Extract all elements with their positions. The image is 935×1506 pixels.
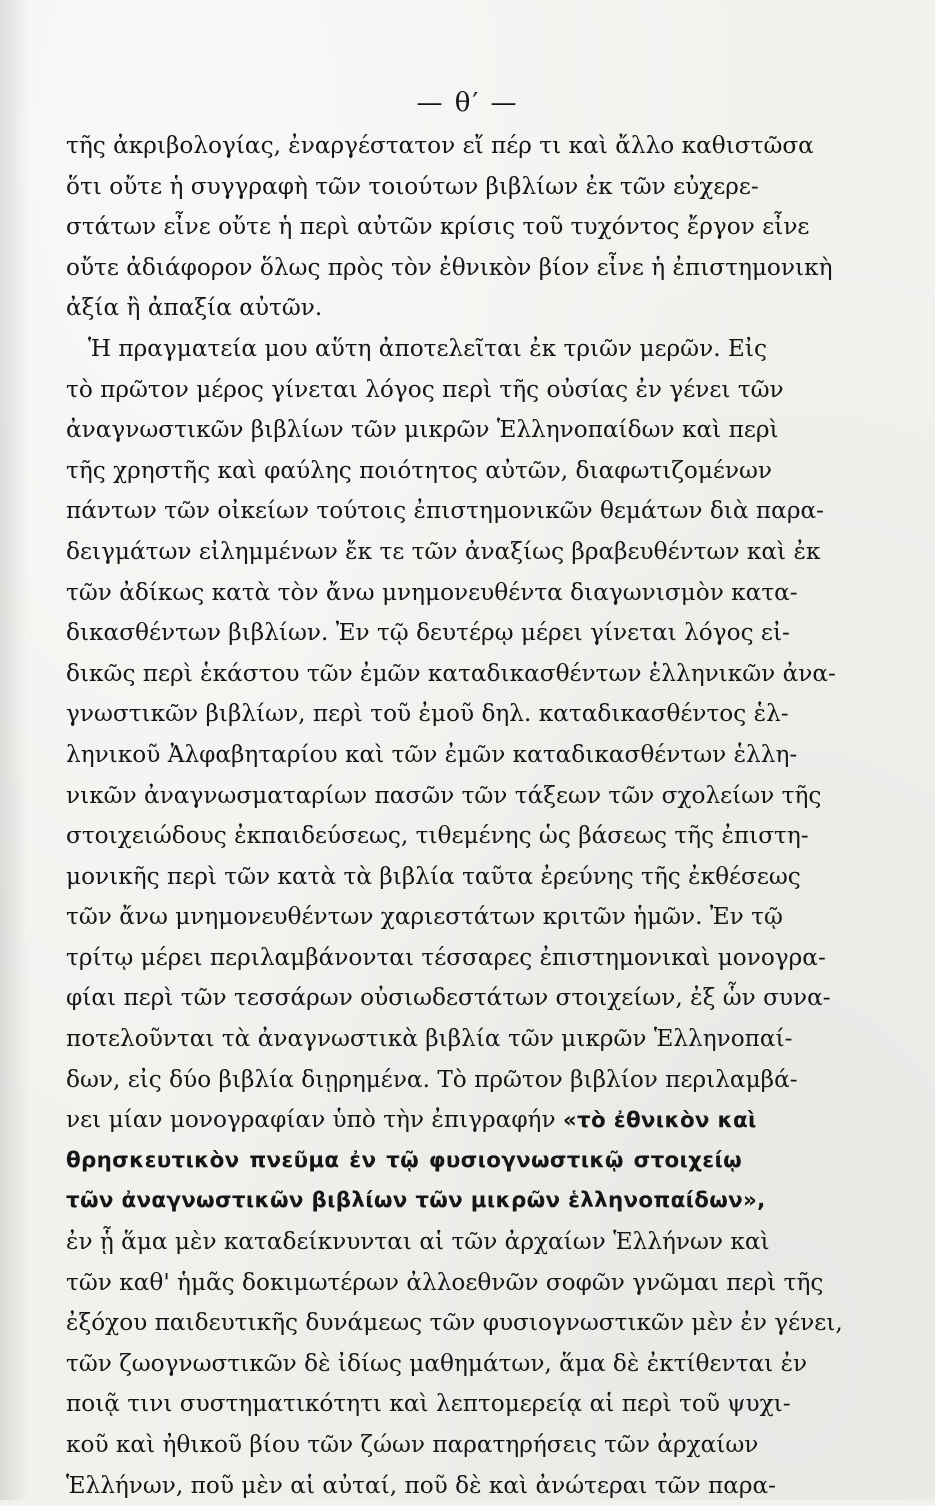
page-edge-shadow <box>0 0 28 1500</box>
page-number: — θ′ — <box>416 88 519 118</box>
text-line: Ἑλλήνων, ποῦ μὲν αἱ αὐταί, ποῦ δὲ καὶ ἀνώτεραι τῶν παρα- <box>66 1471 777 1499</box>
text-line: μονικῆς περὶ τῶν κατὰ τὰ βιβλία ταῦτα ἐρεύνης τῆς ἐκθέσεως <box>66 862 801 890</box>
text-line: πάντων τῶν οἰκείων τούτοις ἐπιστημονικῶν θεμάτων διὰ παρα- <box>66 497 824 525</box>
text-line: τῶν ζωογνωστικῶν δὲ ἰδίως μαθημάτων, ἅμα δὲ ἐκτίθενται ἐν <box>66 1349 808 1377</box>
text-line: δικασθέντων βιβλίων. Ἐν τῷ δευτέρῳ μέρει γίνεται λόγος εἰ- <box>66 619 790 647</box>
text-body <box>66 126 843 1506</box>
text-line: δικῶς περὶ ἑκάστου τῶν ἐμῶν καταδικασθέντων ἑλληνικῶν ἀνα- <box>66 659 836 687</box>
text-line: δων, εἰς δύο βιβλία διῃρημένα. Τὸ πρῶτον βιβλίον περιλαμβά- <box>66 1065 798 1093</box>
text-line: ληνικοῦ Ἀλφαβηταρίου καὶ τῶν ἐμῶν καταδικασθέντων ἑλλη- <box>66 740 798 768</box>
text-line: ἀξία ἢ ἀπαξία αὐτῶν. <box>66 294 323 322</box>
mixed-text-line <box>66 1100 757 1141</box>
text-line: ἐξόχου παιδευτικῆς δυνάμεως τῶν φυσιογνωστικῶν μὲν ἐν γένει, <box>66 1309 843 1337</box>
bold-title-line: τῶν ἀναγνωστικῶν βιβλίων τῶν μικρῶν ἑλληνοπαίδων», <box>66 1188 766 1214</box>
text-line: γνωστικῶν βιβλίων, περὶ τοῦ ἐμοῦ δηλ. καταδικασθέντος ἑλ- <box>66 700 789 728</box>
text-line: δειγμάτων εἰλημμένων ἔκ τε τῶν ἀναξίως βραβευθέντων καὶ ἐκ <box>66 537 821 565</box>
text-line: ὅτι οὔτε ἡ συγγραφὴ τῶν τοιούτων βιβλίων ἐκ τῶν εὐχερε- <box>66 172 759 200</box>
text-line: ἀναγνωστικῶν βιβλίων τῶν μικρῶν Ἑλληνοπαίδων καὶ περὶ <box>66 416 779 444</box>
text-line: τῆς χρηστῆς καὶ φαύλης ποιότητος αὐτῶν, διαφωτιζομένων <box>66 456 773 484</box>
text-line: ἐν ᾗ ἅμα μὲν καταδείκνυνται αἱ τῶν ἀρχαίων Ἑλλήνων καὶ <box>66 1228 770 1256</box>
bold-title-segment: «τὸ ἐθνικὸν καὶ <box>562 1108 757 1134</box>
text-line: τῆς ἀκριβολογίας, ἐναργέστατον εἴ πέρ τι καὶ ἄλλο καθιστῶσα <box>66 132 814 159</box>
text-line: νικῶν ἀναγνωσματαρίων πασῶν τῶν τάξεων τῶν σχολείων τῆς <box>66 781 822 809</box>
text-line: στάτων εἶνε οὔτε ἡ περὶ αὐτῶν κρίσις τοῦ τυχόντος ἔργον εἶνε <box>66 213 810 241</box>
text-line: τῶν ἄνω μνημονευθέντων χαριεστάτων κριτῶν ἡμῶν. Ἐν τῷ <box>66 903 783 931</box>
text-line: τρίτῳ μέρει περιλαμβάνονται τέσσαρες ἐπιστημονικαὶ μονογρα- <box>66 943 826 971</box>
text-line: τῶν ἀδίκως κατὰ τὸν ἄνω μνημονευθέντα διαγωνισμὸν κατα- <box>66 578 798 606</box>
text-line: οὔτε ἀδιάφορον ὅλως πρὸς τὸν ἐθνικὸν βίον εἶνε ἡ ἐπιστημονικὴ <box>66 253 833 281</box>
paragraph-start-line: Ἡ πραγματεία μου αὕτη ἀποτελεῖται ἐκ τριῶν μερῶν. Εἰς <box>88 334 767 362</box>
text-line: τῶν καθ' ἡμᾶς δοκιμωτέρων ἀλλοεθνῶν σοφῶν γνῶμαι περὶ τῆς <box>66 1268 824 1296</box>
text-line: κοῦ καὶ ἠθικοῦ βίου τῶν ζώων παρατηρήσεις τῶν ἀρχαίων <box>66 1431 759 1458</box>
text-segment: νει μίαν μονογραφίαν ὑπὸ τὴν ἐπιγραφήν <box>66 1106 556 1134</box>
text-line: στοιχειώδους ἐκπαιδεύσεως, τιθεμένης ὡς βάσεως τῆς ἐπιστη- <box>66 822 809 850</box>
text-line: ποιᾷ τινι συστηματικότητι καὶ λεπτομερείᾳ αἱ περὶ τοῦ ψυχι- <box>66 1390 791 1418</box>
text-line: φίαι περὶ τῶν τεσσάρων οὐσιωδεστάτων στοιχείων, ἐξ ὧν συνα- <box>66 984 831 1012</box>
text-line: τὸ πρῶτον μέρος γίνεται λόγος περὶ τῆς οὐσίας ἐν γένει τῶν <box>66 375 784 403</box>
bold-title-line: θρησκευτικὸν πνεῦμα ἐν τῷ φυσιογνωστικῷ στοιχείῳ <box>66 1147 742 1173</box>
text-line: ποτελοῦνται τὰ ἀναγνωστικὰ βιβλία τῶν μικρῶν Ἑλληνοπαί- <box>66 1025 793 1053</box>
